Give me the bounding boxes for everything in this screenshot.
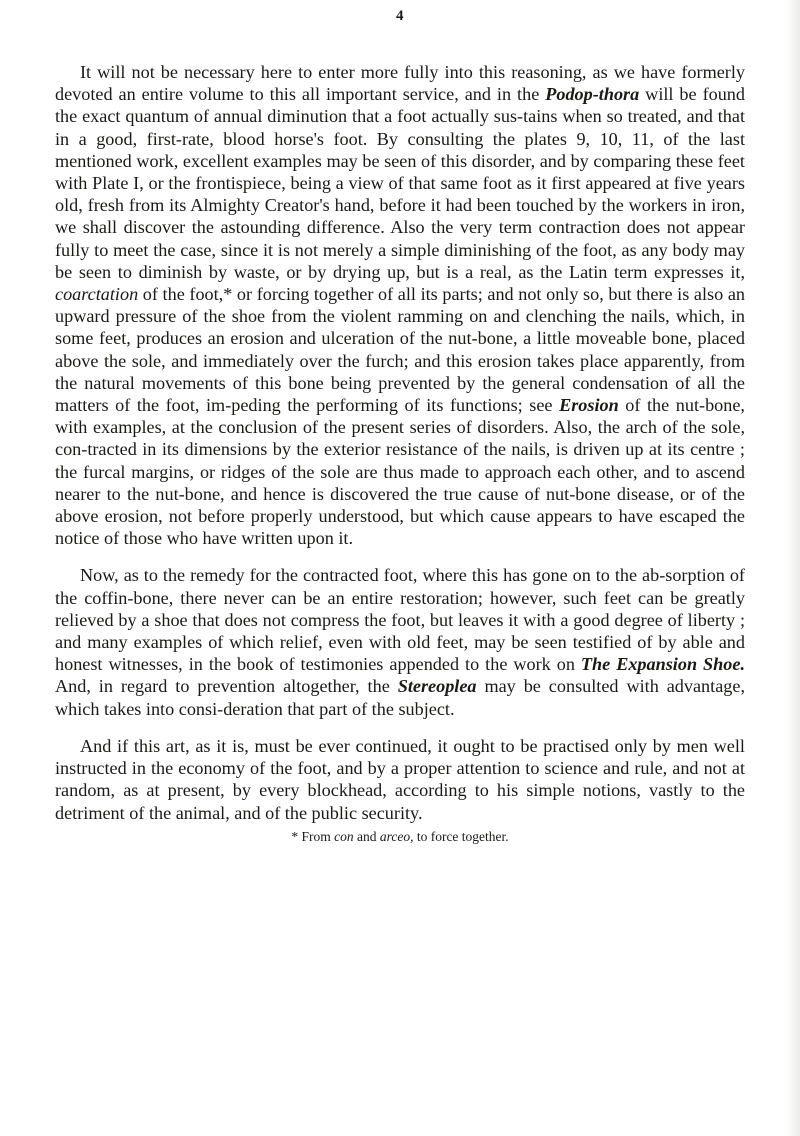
paragraph-1-run-5: of the foot,* or forcing together of all its parts; and not only so, but there is also an upward pressure of the shoe from the violent ramming on and clenching the nails, which, in some feet, produces an erosion and ulceration of the nut-bone, a little moveable bone, placed above the sole, and immediately over the furch; and this erosion takes place apparently, from the natural movements of this bone being prevented by the general condensation of all the matters of the foot, im-peding the performing of its functions; see bbox=[55, 284, 745, 416]
footnote-suffix: to force together. bbox=[413, 828, 509, 844]
paragraph-2-run-1: Now, as to the remedy for the contracted foot, where this has gone on to the ab-sorption of the coffin-bone, there never can be an entire restoration; however, such feet can be greatly relieved by a shoe that does not compress the foot, but leaves it with a good degree of liberty ; and many examples of which relief, even with old feet, may be seen testified of by able and honest witnesses, in the book of testimonies appended to the work on bbox=[55, 565, 745, 675]
footnote-prefix: From bbox=[298, 828, 335, 844]
page-edge-shadow bbox=[786, 0, 800, 1136]
footnote bbox=[55, 828, 745, 846]
paragraph-2-run-2: The Expansion Shoe. bbox=[580, 654, 745, 675]
paragraph-1-run-6: Erosion bbox=[559, 395, 619, 416]
paragraph-2 bbox=[55, 564, 745, 719]
paragraph-1-run-2: Podop-thora bbox=[545, 84, 640, 105]
paragraph-1-run-4: coarctation bbox=[55, 284, 139, 305]
paragraph-3-run-1: And if this art, as it is, must be ever continued, it ought to be practised only by men well instructed in the economy of the foot, and by a proper attention to science and rule, and not at random, as at present, by every blockhead, according to his simple notions, vastly to the detriment of the animal, and of the public security. bbox=[55, 735, 745, 823]
paragraph-1 bbox=[55, 61, 745, 549]
page-number: 4 bbox=[396, 8, 404, 24]
footnote-middle: and bbox=[353, 828, 380, 844]
footnote-word-arceo: arceo, bbox=[379, 828, 414, 844]
paragraph-2-run-5: may be consulted with advantage, which takes into consi-deration that part of the subject. bbox=[55, 676, 745, 719]
paragraph-1-run-7: of the nut-bone, with examples, at the conclusion of the present series of disorders. Also, the arch of the sole, con-tracted in its dimensions by the exterior resistance of the nails, is driven up at its centre ; the furcal margins, or ridges of the sole are thus made to approach each other, and to ascend nearer to the nut-bone, and hence is discovered the true cause of nut-bone disease, or of the above erosion, not before properly understood, but which cause appears to have escaped the notice of those who have written upon it. bbox=[55, 395, 745, 549]
paragraph-1-run-3: will be found the exact quantum of annual diminution that a foot actually sus-tains when so treated, and that in a good, first-rate, blood horse's foot. By consulting the plates 9, 10, 11, of the last mentioned work, excellent examples may be seen of this disorder, and by comparing these feet with Plate I, or the frontispiece, being a view of that same foot as it first appeared at five years old, fresh from its Almighty Creator's hand, before it had been touched by the workers in iron, we shall discover the astounding difference. Also the very term contraction does not appear fully to meet the case, since it is not merely a simple diminishing of the foot, as any body may be seen to diminish by waste, or by drying up, but is a real, as the Latin term expresses it, bbox=[55, 84, 745, 282]
body-text bbox=[55, 61, 745, 846]
paragraph-2-run-4: Stereoplea bbox=[397, 676, 477, 697]
footnote-marker: * bbox=[291, 828, 299, 844]
paragraph-1-run-1: It will not be necessary here to enter more fully into this reasoning, as we have formerly devoted an entire volume to this all important service, and in the bbox=[55, 62, 745, 105]
paragraph-3 bbox=[55, 735, 745, 824]
paragraph-2-run-3: And, in regard to prevention altogether, the bbox=[55, 676, 398, 697]
footnote-word-con: con bbox=[334, 828, 354, 844]
